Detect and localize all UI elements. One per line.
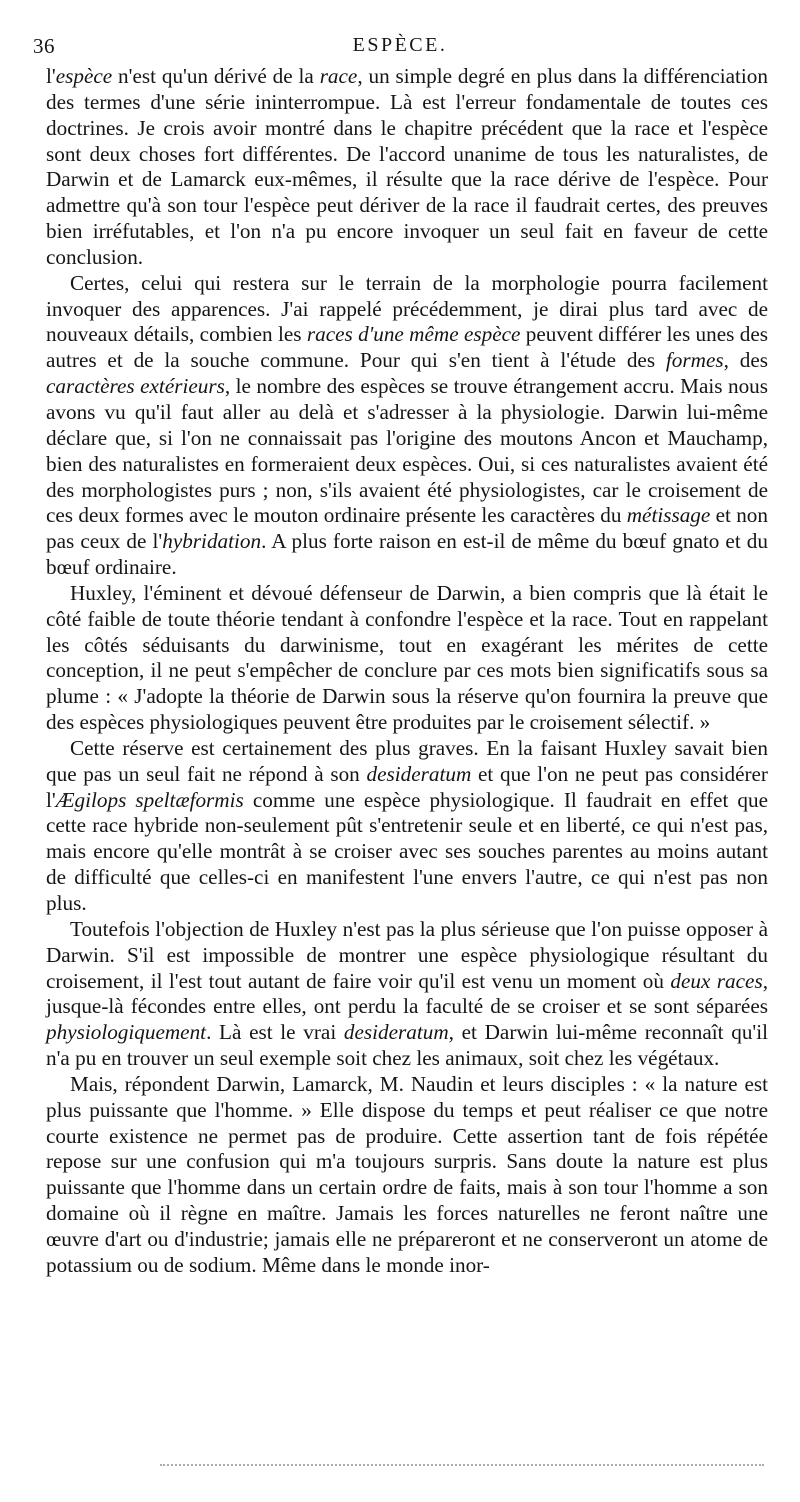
italic-run: race [319,64,358,88]
text-run: et non pas ceux de l' [46,503,768,554]
italic-run: physiologiquement [46,1020,207,1045]
italic-run: desideratum [343,1020,449,1045]
text-run: , le nombre des espèces se trouve étrangement accru. Mais nous avons vu qu'il faut aller au delà et s'adresser à la physiologie. Darwin lui-même déclare que, si l'on ne connaissait pas l'origine des moutons Ancon et Mauchamp, bien des naturalistes en formeraient deux espèces. Oui, si ces naturalistes avaient été des morphologistes purs ; non, s'ils avaient été physiologistes, car le croisement de ces deux formes avec le mouton ordinaire présente les caractères du [46,374,769,528]
text-run: , et Darwin lui-même reconnaît qu'il n'a pu en trouver un seul exemple soit chez les animaux, soit chez les végétaux. [46,1020,768,1071]
text-run: peuvent différer les unes des autres et de la souche commune. Pour qui s'en tient à l'étude des [46,322,768,373]
text-run: , un simple degré en plus dans la différenciation des termes d'une série ininterrompue. Là est l'erreur fondamentale de toutes ces doctrines. Je crois avoir montré dans le chapitre précédent que la race et l'espèce sont deux choses fort différentes. De l'accord unanime de tous les naturalistes, de Darwin et de Lamarck eux-mêmes, il résulte que la race dérive de l'espèce. Pour admettre qu'à son tour l'espèce peut dériver de la race il faudrait certes, des preuves bien irréfutables, et l'on n'a pu encore invoquer un seul fait en faveur de cette conclusion. [46,64,768,269]
footer-dotted-rule [160,1464,764,1466]
text-run: l' [46,64,56,88]
paragraph-5 [46,917,768,1072]
paragraph-6 [46,1072,768,1279]
paragraph-1 [46,64,768,271]
text-run: . A plus forte raison en est-il de même du bœuf gnato et du bœuf ordinaire. [46,529,768,580]
italic-run: hybridation [162,529,262,554]
text-run: comme une espèce physiologique. Il faudrait en effet que cette race hybride non-seulement pût s'entretenir seule et en liberté, ce qui n'est pas, mais encore qu'elle montrât à se croiser avec ses souches parentes au moins autant de difficulté que celles-ci en manifestent l'une envers l'autre, ce qui n'est pas non plus. [46,787,768,915]
running-head: ESPÈCE. [352,34,448,56]
text-run: et que l'on ne peut pas considérer l' [46,761,768,812]
text-run: Huxley, l'éminent et dévoué défenseur de Darwin, a bien compris que là était le côté faible de toute théorie tendant à confondre l'espèce et la race. Tout en rappelant les côtés séduisants du darwinisme, tout en exagérant les mérites de cette conception, il ne peut s'empêcher de conclure par ces mots bien significatifs sous sa plume : « J'adopte la théorie de Darwin sous la réserve qu'on fournira la preuve que des espèces physiologiques peuvent être produites par le croisement sélectif. » [46,580,768,735]
text-run: . Là est le vrai [206,1020,344,1045]
body-text [46,64,768,1279]
paragraph-2 [46,271,768,581]
text-run: , jusque-là fécondes entre elles, ont perdu la faculté de se croiser et se sont séparées [46,968,768,1019]
text-run: Certes, celui qui restera sur le terrain de la morphologie pourra facilement invoquer des apparences. J'ai rappelé précédemment, je dirai plus tard avec de nouveaux détails, combien les [46,270,768,347]
italic-run: espèce [55,64,113,88]
text-run: Mais, répondent Darwin, Lamarck, M. Naudin et leurs disciples : « la nature est plus puissante que l'homme. » Elle dispose du temps et peut réaliser ce que notre courte existence ne permet pas de produire. Cette assertion tant de fois répétée repose sur une confusion qui m'a toujours surpris. Sans doute la nature est plus puissante que l'homme dans un certain ordre de faits, mais à son tour l'homme a son domaine où il règne en maître. Jamais les forces naturelles ne feront naître une œuvre d'art ou d'industrie; jamais elle ne prépareront et ne conserveront un atome de potassium ou de sodium. Même dans le monde inor- [46,1071,768,1277]
text-run: n'est qu'un dérivé de la [112,64,320,88]
page-number: 36 [33,34,55,58]
text-run: Cette réserve est certainement des plus graves. En la faisant Huxley savait bien que pas un seul fait ne répond à son [46,735,768,786]
italic-run: desideratum [366,761,472,786]
italic-run: formes [665,348,724,373]
italic-run: métissage [626,503,711,528]
text-run: , des [723,348,768,373]
text-run: Toutefois l'objection de Huxley n'est pas la plus sérieuse que l'on puisse opposer à Darwin. S'il est impossible de montrer une espèce physiologique résultant du croisement, il l'est tout autant de faire voir qu'il est venu un moment où [46,916,768,993]
italic-run: races d'une même espèce [306,322,521,347]
italic-run: caractères extérieurs [46,374,225,399]
italic-run: Ægilops speltæformis [55,787,244,812]
paragraph-3 [46,581,768,736]
italic-run: deux races [670,968,763,993]
paragraph-4 [46,736,768,917]
